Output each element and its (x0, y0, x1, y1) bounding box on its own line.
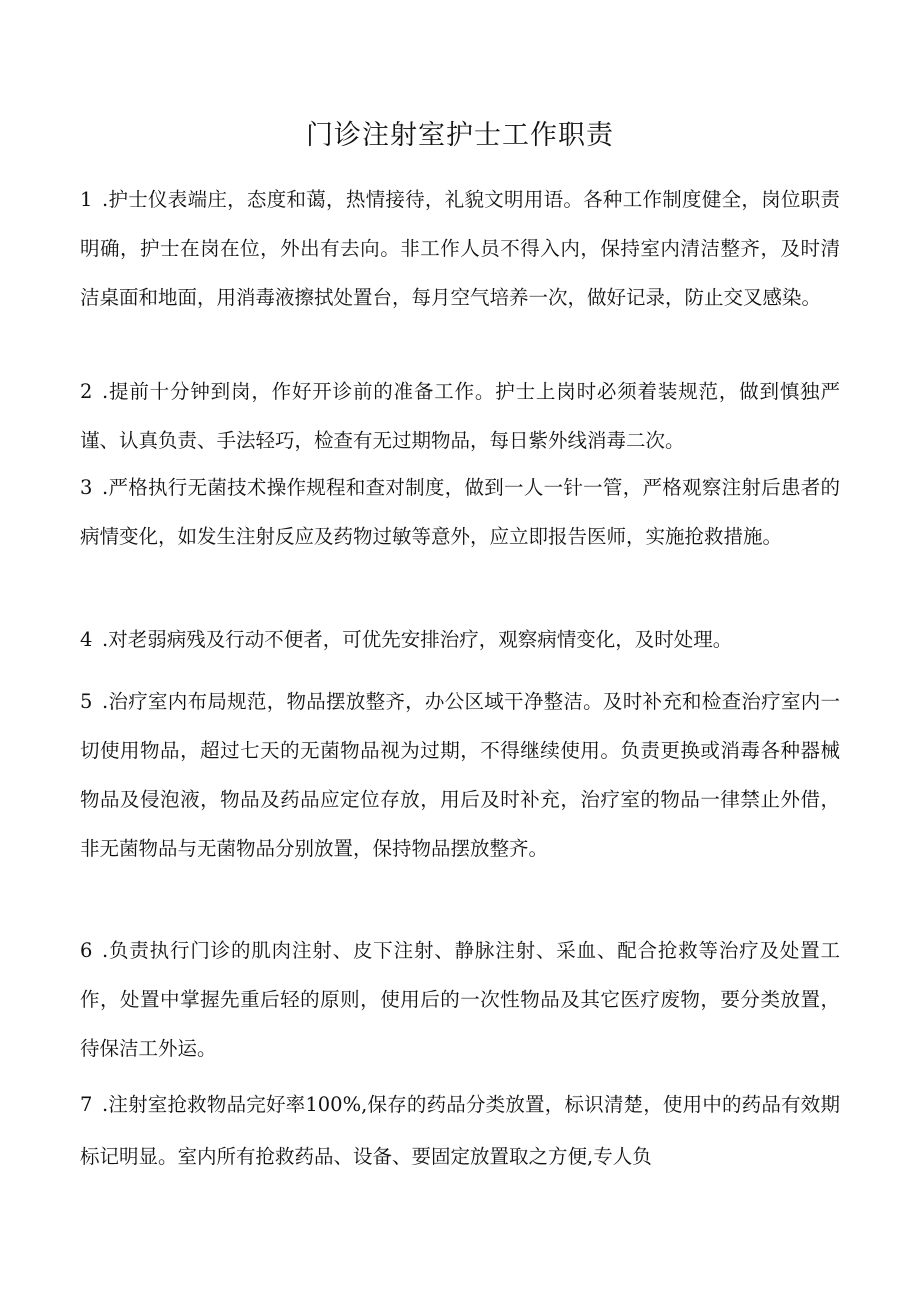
document-title: 门诊注射室护士工作职责 (306, 120, 614, 151)
item-text: .对老弱病残及行动不便者，可优先安排治疗，观察病情变化，及时处理。 (102, 628, 733, 651)
item-number: 6 (80, 939, 93, 962)
duty-item-7 (80, 1079, 840, 1183)
item-number: 1 (80, 188, 93, 211)
duty-item-3 (80, 463, 840, 561)
item-number: 5 (80, 690, 93, 713)
item-text: .治疗室内布局规范，物品摆放整齐，办公区域干净整洁。及时补充和检查治疗室内一切使用物品，超过七天的无菌物品视为过期，不得继续使用。负责更换或消毒各种器械物品及侵泡液，物品及药品应定位存放，用后及时补充，治疗室的物品一律禁止外借，非无菌物品与无菌物品分别放置，保持物品摆放整齐。 (80, 690, 840, 860)
duty-item-5 (80, 677, 840, 873)
item-number: 2 (80, 380, 93, 403)
item-text: .注射室抢救物品完好率100%,保存的药品分类放置，标识清楚，使用中的药品有效期标记明显。室内所有抢救药品、设备、要固定放置取之方便,专人负 (80, 1093, 840, 1168)
duty-item-6 (80, 926, 840, 1073)
item-number: 7 (80, 1093, 93, 1116)
item-text: .负责执行门诊的肌肉注射、皮下注射、静脉注射、采血、配合抢救等治疗及处置工作，处置中掌握先重后轻的原则，使用后的一次性物品及其它医疗废物，要分类放置，待保洁工外运。 (80, 939, 840, 1060)
item-number: 4 (80, 628, 93, 651)
item-text: .严格执行无菌技术操作规程和查对制度，做到一人一针一管，严格观察注射后患者的病情变化，如发生注射反应及药物过敏等意外，应立即报告医师，实施抢救措施。 (80, 476, 840, 548)
item-text: .护士仪表端庄，态度和蔼，热情接待，礼貌文明用语。各种工作制度健全，岗位职责明确，护士在岗在位，外出有去向。非工作人员不得入内，保持室内清洁整齐，及时清洁桌面和地面，用消毒液擦拭处置台，每月空气培养一次，做好记录，防止交叉感染。 (80, 188, 840, 309)
duty-item-1 (80, 175, 840, 322)
duty-item-4 (80, 615, 840, 664)
item-text: .提前十分钟到岗，作好开诊前的准备工作。护士上岗时必须着装规范，做到慎独严谨、认真负责、手法轻巧，检查有无过期物品，每日紫外线消毒二次。 (80, 380, 840, 452)
item-number: 3 (80, 476, 93, 499)
duty-item-2 (80, 367, 840, 465)
